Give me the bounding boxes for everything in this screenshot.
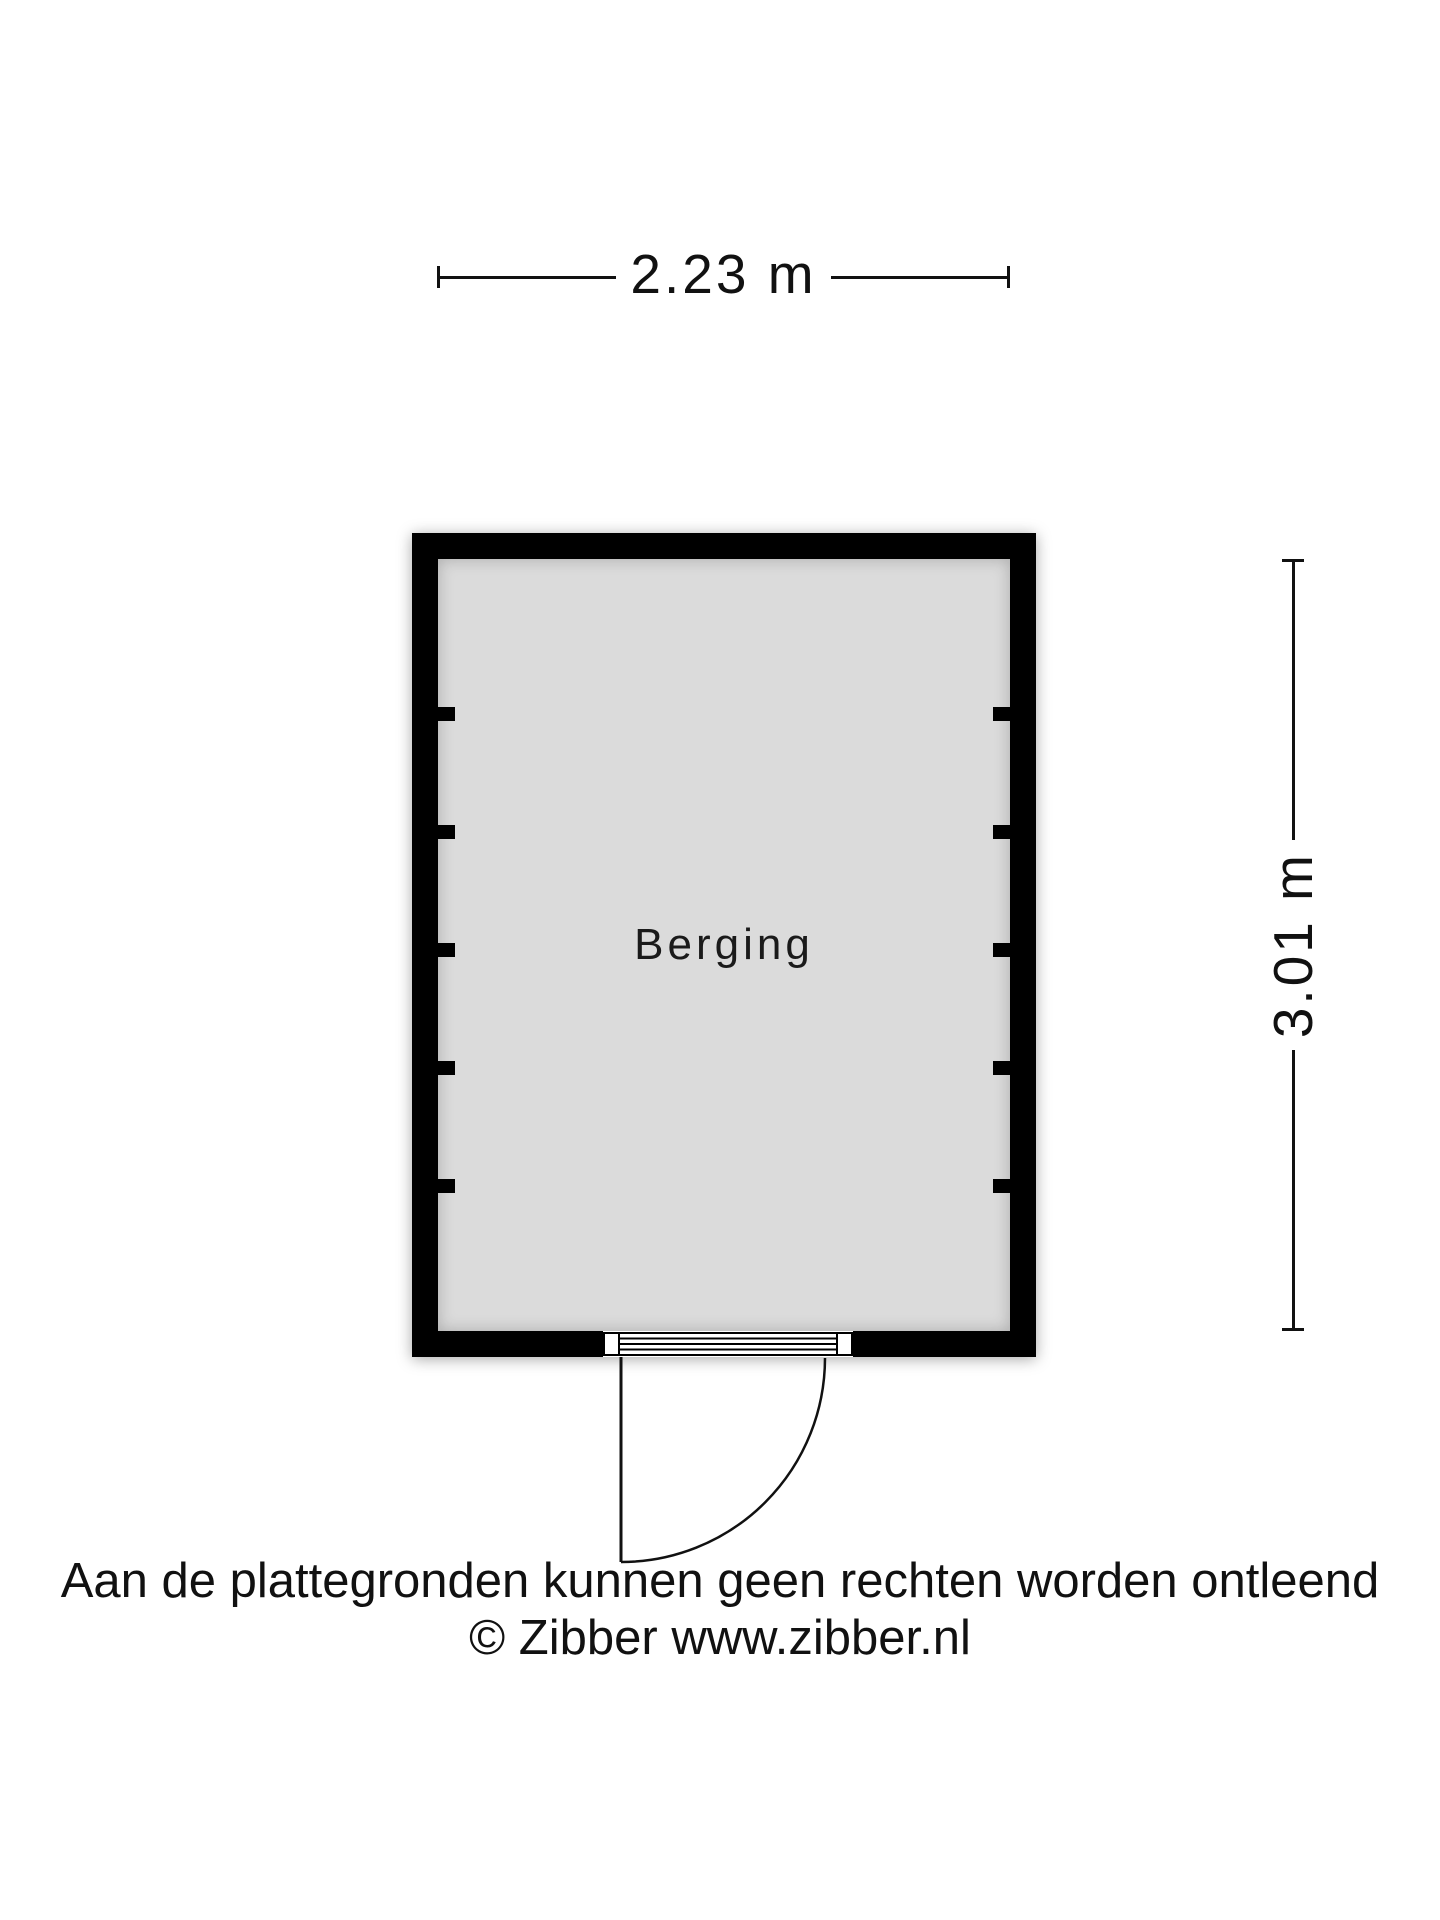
- dimension-end-tick: [1282, 1328, 1304, 1331]
- door-jamb: [603, 1332, 620, 1356]
- footer: [0, 1553, 1440, 1667]
- room-berging: [412, 533, 1036, 1357]
- width-dimension-label: 2.23 m: [630, 243, 817, 305]
- copyright-text: © Zibber www.zibber.nl: [469, 1611, 971, 1665]
- height-dimension-label: 3.01 m: [1262, 851, 1324, 1039]
- dimension-line: [1292, 1050, 1295, 1328]
- height-dimension: [1262, 559, 1324, 1331]
- door-opening: [603, 1331, 853, 1357]
- dimension-end-tick: [1007, 266, 1010, 288]
- door-jamb: [836, 1332, 853, 1356]
- door-threshold: [620, 1332, 836, 1356]
- dimension-line: [831, 276, 1007, 279]
- width-dimension: [437, 243, 1010, 305]
- room-name-label: Berging: [634, 920, 814, 969]
- dimension-line: [1292, 562, 1295, 840]
- door-swing-arc: [619, 1356, 831, 1568]
- dimension-line: [440, 276, 616, 279]
- disclaimer-text: Aan de plattegronden kunnen geen rechten worden ontleend: [60, 1554, 1380, 1608]
